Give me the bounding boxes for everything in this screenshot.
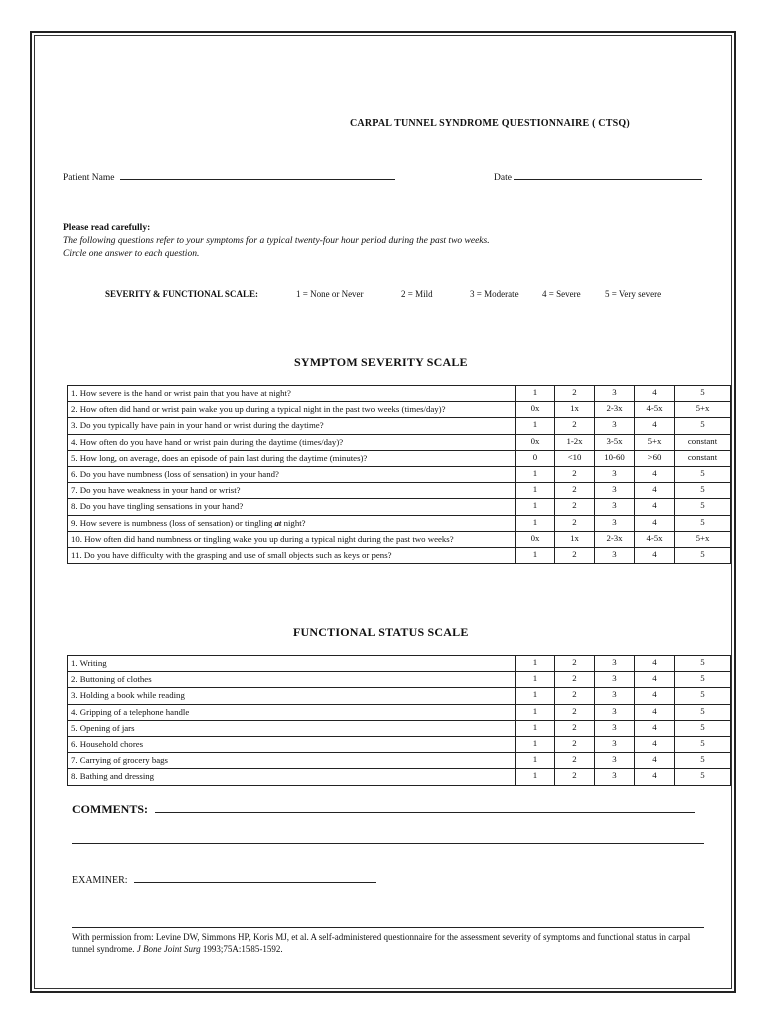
scale-item-2: 2 = Mild bbox=[401, 289, 433, 299]
functional-option-2[interactable]: 2 bbox=[555, 656, 595, 672]
functional-option-3[interactable]: 3 bbox=[595, 704, 635, 720]
citation bbox=[72, 931, 712, 955]
functional-option-1[interactable]: 1 bbox=[516, 736, 555, 752]
symptom-option-1[interactable]: 1 bbox=[516, 547, 555, 563]
functional-row bbox=[68, 720, 731, 736]
functional-question: 6. Household chores bbox=[68, 736, 516, 752]
functional-option-2[interactable]: 2 bbox=[555, 704, 595, 720]
symptom-option-5[interactable]: 5 bbox=[675, 386, 731, 402]
functional-option-4[interactable]: 4 bbox=[635, 753, 675, 769]
symptom-question: 10. How often did hand numbness or tingling wake you up during a typical night during the past two weeks? bbox=[68, 531, 516, 547]
functional-option-1[interactable]: 1 bbox=[516, 704, 555, 720]
functional-option-2[interactable]: 2 bbox=[555, 753, 595, 769]
symptom-option-1[interactable]: 1 bbox=[516, 466, 555, 482]
symptom-option-4[interactable]: >60 bbox=[635, 450, 675, 466]
functional-option-5[interactable]: 5 bbox=[675, 736, 731, 752]
functional-question: 5. Opening of jars bbox=[68, 720, 516, 736]
functional-option-3[interactable]: 3 bbox=[595, 720, 635, 736]
functional-row bbox=[68, 736, 731, 752]
symptom-option-4[interactable]: 4 bbox=[635, 547, 675, 563]
symptom-option-3[interactable]: 3 bbox=[595, 515, 635, 531]
patient-name-label: Patient Name bbox=[63, 173, 115, 183]
symptom-severity-table bbox=[67, 385, 731, 564]
symptom-option-5[interactable]: 5+x bbox=[675, 531, 731, 547]
functional-option-4[interactable]: 4 bbox=[635, 672, 675, 688]
scale-item-3: 3 = Moderate bbox=[470, 289, 519, 299]
symptom-option-5[interactable]: 5 bbox=[675, 466, 731, 482]
symptom-option-2[interactable]: 1x bbox=[555, 402, 595, 418]
symptom-option-1[interactable]: 1 bbox=[516, 515, 555, 531]
symptom-option-1[interactable]: 1 bbox=[516, 386, 555, 402]
symptom-option-2[interactable]: 1x bbox=[555, 531, 595, 547]
citation-journal: J Bone Joint Surg bbox=[136, 944, 201, 954]
functional-option-3[interactable]: 3 bbox=[595, 769, 635, 785]
patient-name-field[interactable] bbox=[63, 171, 395, 183]
functional-option-1[interactable]: 1 bbox=[516, 753, 555, 769]
functional-question: 1. Writing bbox=[68, 656, 516, 672]
symptom-option-3[interactable]: 3 bbox=[595, 466, 635, 482]
functional-option-2[interactable]: 2 bbox=[555, 688, 595, 704]
functional-scale-title: FUNCTIONAL STATUS SCALE bbox=[293, 625, 469, 639]
functional-option-1[interactable]: 1 bbox=[516, 656, 555, 672]
symptom-option-5[interactable]: 5+x bbox=[675, 402, 731, 418]
examiner-field[interactable] bbox=[72, 874, 376, 886]
functional-question: 2. Buttoning of clothes bbox=[68, 672, 516, 688]
symptom-option-1[interactable]: 0x bbox=[516, 434, 555, 450]
symptom-option-1[interactable]: 1 bbox=[516, 418, 555, 434]
functional-option-2[interactable]: 2 bbox=[555, 720, 595, 736]
scale-item-5: 5 = Very severe bbox=[605, 289, 662, 299]
symptom-option-3[interactable]: 3-5x bbox=[595, 434, 635, 450]
symptom-question: 5. How long, on average, does an episode of pain last during the daytime (minutes)? bbox=[68, 450, 516, 466]
symptom-option-4[interactable]: 4-5x bbox=[635, 531, 675, 547]
functional-option-4[interactable]: 4 bbox=[635, 736, 675, 752]
symptom-scale-title: SYMPTOM SEVERITY SCALE bbox=[294, 355, 468, 369]
citation-ref: 1993;75A:1585-1592. bbox=[200, 944, 283, 954]
symptom-option-3[interactable]: 3 bbox=[595, 547, 635, 563]
functional-option-2[interactable]: 2 bbox=[555, 769, 595, 785]
footer-rule bbox=[72, 927, 704, 928]
symptom-option-3[interactable]: 2-3x bbox=[595, 402, 635, 418]
date-label: Date bbox=[494, 173, 512, 183]
instructions-line-1: The following questions refer to your symptoms for a typical twenty-four hour period during the past two weeks. bbox=[63, 236, 490, 246]
citation-text: With permission from: Levine DW, Simmons HP, Koris MJ, et al. A self-administered questionnaire for the assessment severity of symptoms and functional status in carpal tunnel syndrome. bbox=[72, 932, 691, 954]
scale-label: SEVERITY & FUNCTIONAL SCALE: bbox=[105, 289, 258, 299]
functional-question: 4. Gripping of a telephone handle bbox=[68, 704, 516, 720]
patient-name-line[interactable] bbox=[120, 171, 395, 180]
comments-line-1[interactable] bbox=[155, 804, 695, 813]
symptom-row bbox=[68, 450, 731, 466]
examiner-label: EXAMINER: bbox=[72, 875, 128, 886]
functional-option-1[interactable]: 1 bbox=[516, 720, 555, 736]
scale-item-4: 4 = Severe bbox=[542, 289, 581, 299]
symptom-row bbox=[68, 499, 731, 515]
symptom-row bbox=[68, 386, 731, 402]
symptom-option-4[interactable]: 4 bbox=[635, 386, 675, 402]
functional-row bbox=[68, 656, 731, 672]
functional-question: 3. Holding a book while reading bbox=[68, 688, 516, 704]
functional-option-2[interactable]: 2 bbox=[555, 672, 595, 688]
symptom-option-2[interactable]: 2 bbox=[555, 418, 595, 434]
page-title: CARPAL TUNNEL SYNDROME QUESTIONNAIRE ( CTSQ) bbox=[350, 118, 630, 129]
symptom-option-4[interactable]: 4 bbox=[635, 515, 675, 531]
symptom-row bbox=[68, 418, 731, 434]
functional-option-4[interactable]: 4 bbox=[635, 769, 675, 785]
symptom-option-5[interactable]: constant bbox=[675, 434, 731, 450]
instructions-heading: Please read carefully: bbox=[63, 223, 151, 233]
symptom-option-2[interactable]: 2 bbox=[555, 466, 595, 482]
symptom-row bbox=[68, 434, 731, 450]
symptom-question: 4. How often do you have hand or wrist pain during the daytime (times/day)? bbox=[68, 434, 516, 450]
symptom-question: 2. How often did hand or wrist pain wake you up during a typical night in the past two weeks (times/day)? bbox=[68, 402, 516, 418]
symptom-question: 9. How severe is numbness (loss of sensation) or tingling at night? bbox=[68, 515, 516, 531]
symptom-option-3[interactable]: 3 bbox=[595, 386, 635, 402]
symptom-option-3[interactable]: 3 bbox=[595, 483, 635, 499]
symptom-row bbox=[68, 466, 731, 482]
symptom-option-4[interactable]: 4 bbox=[635, 466, 675, 482]
functional-option-5[interactable]: 5 bbox=[675, 656, 731, 672]
symptom-row bbox=[68, 547, 731, 563]
functional-option-2[interactable]: 2 bbox=[555, 736, 595, 752]
date-field[interactable] bbox=[494, 171, 702, 183]
functional-option-5[interactable]: 5 bbox=[675, 672, 731, 688]
symptom-question: 7. Do you have weakness in your hand or wrist? bbox=[68, 483, 516, 499]
symptom-option-4[interactable]: 4 bbox=[635, 483, 675, 499]
functional-status-table bbox=[67, 655, 731, 786]
symptom-option-2[interactable]: 2 bbox=[555, 547, 595, 563]
symptom-option-1[interactable]: 1 bbox=[516, 499, 555, 515]
symptom-row bbox=[68, 515, 731, 531]
symptom-option-3[interactable]: 10-60 bbox=[595, 450, 635, 466]
symptom-option-2[interactable]: <10 bbox=[555, 450, 595, 466]
functional-option-5[interactable]: 5 bbox=[675, 688, 731, 704]
symptom-row bbox=[68, 531, 731, 547]
symptom-option-2[interactable]: 2 bbox=[555, 515, 595, 531]
functional-option-5[interactable]: 5 bbox=[675, 720, 731, 736]
functional-row bbox=[68, 704, 731, 720]
symptom-option-5[interactable]: 5 bbox=[675, 515, 731, 531]
symptom-option-1[interactable]: 0 bbox=[516, 450, 555, 466]
symptom-question: 1. How severe is the hand or wrist pain that you have at night? bbox=[68, 386, 516, 402]
symptom-option-1[interactable]: 1 bbox=[516, 483, 555, 499]
functional-option-1[interactable]: 1 bbox=[516, 672, 555, 688]
functional-option-4[interactable]: 4 bbox=[635, 704, 675, 720]
comments-field[interactable] bbox=[72, 802, 695, 817]
functional-row bbox=[68, 688, 731, 704]
symptom-row bbox=[68, 483, 731, 499]
instructions-line-2: Circle one answer to each question. bbox=[63, 249, 200, 259]
functional-option-5[interactable]: 5 bbox=[675, 704, 731, 720]
symptom-question: 6. Do you have numbness (loss of sensation) in your hand? bbox=[68, 466, 516, 482]
functional-row bbox=[68, 672, 731, 688]
examiner-line[interactable] bbox=[134, 874, 376, 883]
functional-option-4[interactable]: 4 bbox=[635, 720, 675, 736]
symptom-option-2[interactable]: 1-2x bbox=[555, 434, 595, 450]
functional-option-3[interactable]: 3 bbox=[595, 656, 635, 672]
symptom-option-4[interactable]: 4 bbox=[635, 418, 675, 434]
functional-question: 8. Bathing and dressing bbox=[68, 769, 516, 785]
symptom-option-4[interactable]: 4 bbox=[635, 499, 675, 515]
symptom-option-2[interactable]: 2 bbox=[555, 386, 595, 402]
functional-option-1[interactable]: 1 bbox=[516, 688, 555, 704]
functional-option-4[interactable]: 4 bbox=[635, 656, 675, 672]
functional-question: 7. Carrying of grocery bags bbox=[68, 753, 516, 769]
functional-row bbox=[68, 753, 731, 769]
symptom-option-5[interactable]: 5 bbox=[675, 418, 731, 434]
symptom-option-3[interactable]: 3 bbox=[595, 418, 635, 434]
symptom-option-2[interactable]: 2 bbox=[555, 483, 595, 499]
symptom-option-5[interactable]: 5 bbox=[675, 499, 731, 515]
symptom-option-5[interactable]: 5 bbox=[675, 483, 731, 499]
functional-option-3[interactable]: 3 bbox=[595, 753, 635, 769]
functional-option-3[interactable]: 3 bbox=[595, 672, 635, 688]
symptom-question: 8. Do you have tingling sensations in your hand? bbox=[68, 499, 516, 515]
functional-option-3[interactable]: 3 bbox=[595, 736, 635, 752]
symptom-option-1[interactable]: 0x bbox=[516, 402, 555, 418]
symptom-option-3[interactable]: 2-3x bbox=[595, 531, 635, 547]
symptom-question: 3. Do you typically have pain in your hand or wrist during the daytime? bbox=[68, 418, 516, 434]
functional-option-3[interactable]: 3 bbox=[595, 688, 635, 704]
functional-option-5[interactable]: 5 bbox=[675, 753, 731, 769]
symptom-question: 11. Do you have difficulty with the grasping and use of small objects such as keys or pens? bbox=[68, 547, 516, 563]
symptom-option-5[interactable]: constant bbox=[675, 450, 731, 466]
symptom-option-1[interactable]: 0x bbox=[516, 531, 555, 547]
date-line[interactable] bbox=[514, 171, 702, 180]
symptom-row bbox=[68, 402, 731, 418]
symptom-option-3[interactable]: 3 bbox=[595, 499, 635, 515]
symptom-option-4[interactable]: 4-5x bbox=[635, 402, 675, 418]
functional-option-5[interactable]: 5 bbox=[675, 769, 731, 785]
scale-item-1: 1 = None or Never bbox=[296, 289, 364, 299]
symptom-option-5[interactable]: 5 bbox=[675, 547, 731, 563]
functional-option-4[interactable]: 4 bbox=[635, 688, 675, 704]
symptom-option-4[interactable]: 5+x bbox=[635, 434, 675, 450]
functional-row bbox=[68, 769, 731, 785]
comments-label: COMMENTS: bbox=[72, 802, 148, 816]
functional-option-1[interactable]: 1 bbox=[516, 769, 555, 785]
comments-line-2[interactable] bbox=[72, 843, 704, 844]
symptom-option-2[interactable]: 2 bbox=[555, 499, 595, 515]
